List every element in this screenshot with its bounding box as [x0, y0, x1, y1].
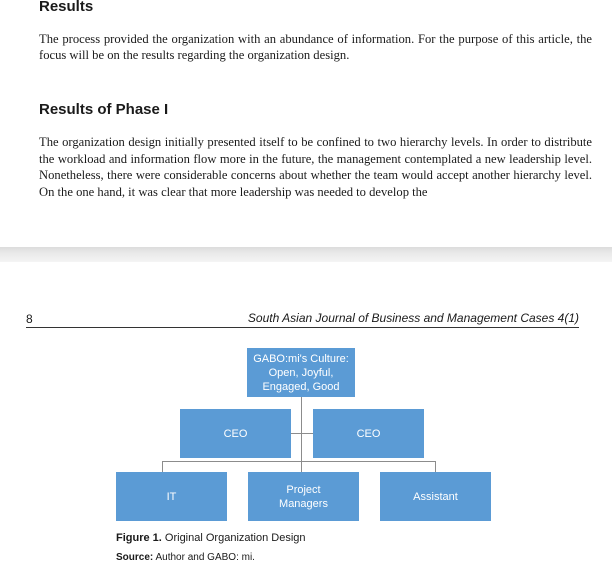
source-text: Author and GABO: mi. [155, 552, 255, 563]
figure-label: Figure 1. [116, 532, 162, 544]
connector-it [162, 461, 163, 472]
figure-caption [116, 532, 306, 544]
results-heading: Results [39, 0, 94, 15]
connector-horizontal [162, 461, 436, 462]
page-top [0, 0, 612, 247]
connector-pm [301, 461, 302, 472]
culture-line-3: Engaged, Good [262, 380, 340, 393]
figure-title: Original Organization Design [164, 532, 306, 544]
page-number: 8 [26, 312, 33, 326]
ceo-left-box: CEO [180, 409, 291, 458]
source-label: Source: [116, 552, 154, 563]
connector-ceo [291, 433, 313, 434]
page-separator [0, 247, 612, 262]
pm-line-1: Project [286, 483, 321, 496]
culture-box [247, 348, 355, 397]
journal-title: South Asian Journal of Business and Management Cases 4(1) [247, 311, 579, 325]
assistant-box: Assistant [380, 472, 491, 521]
connector-assistant [435, 461, 436, 472]
culture-line-1: GABO:mi's Culture: [253, 352, 349, 365]
ceo-right-box: CEO [313, 409, 424, 458]
pm-line-2: Managers [279, 497, 328, 510]
phase-heading: Results of Phase I [39, 101, 169, 118]
culture-line-2: Open, Joyful, [268, 366, 334, 379]
it-box: IT [116, 472, 227, 521]
header-rule [26, 327, 579, 328]
connector-trunk [301, 397, 302, 461]
project-managers-box [248, 472, 359, 521]
page-bottom [0, 262, 612, 585]
phase-paragraph: The organization design initially presented itself to be confined to two hierarchy levels. In order to distribute the workload and information flow more in the future, the management contemplated a new leadership level. Nonetheless, there were considerable concerns about whether the team would accept another hierarchy level. On the one hand, it was clear that more leadership was needed to develop the [39, 135, 592, 199]
figure-source [116, 552, 255, 563]
results-paragraph: The process provided the organization with an abundance of information. For the purpose of this article, the focus will be on the results regarding the organization design. [39, 32, 592, 62]
